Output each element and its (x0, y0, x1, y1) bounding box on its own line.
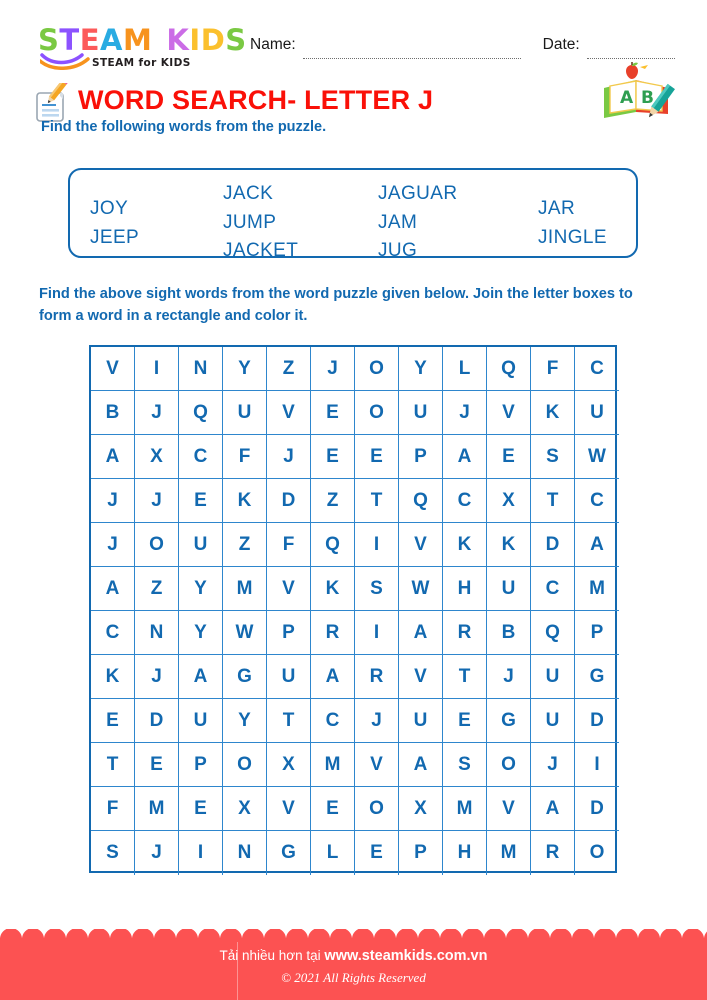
brand-letter-9: S (225, 23, 247, 57)
grid-cell-r5-c12[interactable]: A (575, 523, 619, 567)
grid-cell-r12-c10[interactable]: M (487, 831, 531, 875)
grid-cell-r12-c3[interactable]: I (179, 831, 223, 875)
grid-cell-r11-c7[interactable]: O (355, 787, 399, 831)
word-bank-word: JAR (538, 198, 576, 219)
grid-cell-r11-c8[interactable]: X (399, 787, 443, 831)
grid-cell-r5-c11[interactable]: D (531, 523, 575, 567)
footer-url[interactable]: www.steamkids.com.vn (324, 948, 488, 964)
grid-cell-r7-c10[interactable]: B (487, 611, 531, 655)
brand-letter-7: I (189, 23, 201, 57)
grid-cell-r3-c9[interactable]: A (443, 435, 487, 479)
book-letter-b: B (641, 88, 654, 108)
grid-cell-r4-c11[interactable]: T (531, 479, 575, 523)
grid-cell-r9-c6[interactable]: C (311, 699, 355, 743)
grid-cell-r4-c12[interactable]: C (575, 479, 619, 523)
grid-cell-r9-c4[interactable]: Y (223, 699, 267, 743)
grid-cell-r12-c9[interactable]: H (443, 831, 487, 875)
grid-cell-r1-c7[interactable]: O (355, 347, 399, 391)
book-letter-a: A (620, 88, 634, 108)
grid-cell-r7-c11[interactable]: Q (531, 611, 575, 655)
footer-scallop-edge (0, 929, 707, 940)
grid-cell-r2-c6[interactable]: E (311, 391, 355, 435)
grid-cell-r12-c5[interactable]: G (267, 831, 311, 875)
grid-cell-r6-c10[interactable]: U (487, 567, 531, 611)
grid-cell-r9-c5[interactable]: T (267, 699, 311, 743)
grid-cell-r8-c12[interactable]: G (575, 655, 619, 699)
grid-cell-r4-c2[interactable]: J (135, 479, 179, 523)
grid-cell-r11-c5[interactable]: V (267, 787, 311, 831)
grid-cell-r3-c7[interactable]: E (355, 435, 399, 479)
grid-cell-r4-c10[interactable]: X (487, 479, 531, 523)
grid-cell-r1-c9[interactable]: L (443, 347, 487, 391)
brand-logo (38, 23, 247, 69)
grid-cell-r5-c8[interactable]: V (399, 523, 443, 567)
grid-cell-r5-c7[interactable]: I (355, 523, 399, 567)
grid-cell-r5-c6[interactable]: Q (311, 523, 355, 567)
grid-cell-r8-c1[interactable]: K (91, 655, 135, 699)
grid-cell-r3-c12[interactable]: W (575, 435, 619, 479)
grid-cell-r11-c11[interactable]: A (531, 787, 575, 831)
grid-cell-r1-c4[interactable]: Y (223, 347, 267, 391)
page-title: WORD SEARCH- LETTER J (78, 85, 434, 115)
grid-cell-r10-c8[interactable]: A (399, 743, 443, 787)
grid-cell-r8-c10[interactable]: J (487, 655, 531, 699)
grid-cell-r10-c1[interactable]: T (91, 743, 135, 787)
grid-cell-r6-c9[interactable]: H (443, 567, 487, 611)
grid-cell-r4-c8[interactable]: Q (399, 479, 443, 523)
footer-website-line (0, 948, 707, 964)
grid-cell-r7-c9[interactable]: R (443, 611, 487, 655)
grid-cell-r2-c11[interactable]: K (531, 391, 575, 435)
grid-cell-r1-c10[interactable]: Q (487, 347, 531, 391)
grid-cell-r11-c6[interactable]: E (311, 787, 355, 831)
grid-cell-r8-c8[interactable]: V (399, 655, 443, 699)
grid-cell-r9-c1[interactable]: E (91, 699, 135, 743)
footer-copyright: © 2021 All Rights Reserved (281, 970, 426, 985)
grid-cell-r10-c4[interactable]: O (223, 743, 267, 787)
grid-cell-r4-c3[interactable]: E (179, 479, 223, 523)
grid-cell-r7-c6[interactable]: R (311, 611, 355, 655)
grid-cell-r11-c1[interactable]: F (91, 787, 135, 831)
grid-cell-r6-c12[interactable]: M (575, 567, 619, 611)
grid-cell-r2-c8[interactable]: U (399, 391, 443, 435)
grid-cell-r5-c2[interactable]: O (135, 523, 179, 567)
grid-cell-r4-c6[interactable]: Z (311, 479, 355, 523)
grid-cell-r6-c8[interactable]: W (399, 567, 443, 611)
grid-cell-r8-c5[interactable]: U (267, 655, 311, 699)
brand-letter-8: D (200, 23, 226, 57)
grid-cell-r7-c12[interactable]: P (575, 611, 619, 655)
grid-cell-r9-c10[interactable]: G (487, 699, 531, 743)
page-subtitle: Find the following words from the puzzle. (41, 119, 327, 135)
grid-cell-r1-c3[interactable]: N (179, 347, 223, 391)
grid-cell-r3-c2[interactable]: X (135, 435, 179, 479)
grid-cell-r9-c2[interactable]: D (135, 699, 179, 743)
grid-cell-r7-c5[interactable]: P (267, 611, 311, 655)
word-bank-word: JUMP (223, 211, 277, 233)
grid-cell-r2-c4[interactable]: U (223, 391, 267, 435)
grid-cell-r2-c7[interactable]: O (355, 391, 399, 435)
brand-letter-0: S (38, 23, 60, 57)
grid-cell-r6-c4[interactable]: M (223, 567, 267, 611)
word-search-grid[interactable] (89, 345, 617, 873)
word-bank-word: JACKET (223, 240, 299, 261)
grid-cell-r4-c7[interactable]: T (355, 479, 399, 523)
grid-cell-r2-c3[interactable]: Q (179, 391, 223, 435)
word-bank-word: JUG (378, 240, 418, 261)
book-abc-icon (600, 62, 678, 124)
grid-cell-r6-c5[interactable]: V (267, 567, 311, 611)
instructions-text: Find the above sight words from the word puzzle given below. Join the letter boxes to form a word in a rectangle and color it. (39, 286, 633, 324)
grid-cell-r3-c1[interactable]: A (91, 435, 135, 479)
brand-tagline: STEAM for KIDS (92, 57, 191, 69)
grid-cell-r8-c3[interactable]: A (179, 655, 223, 699)
brand-letter-3: A (100, 23, 123, 57)
word-bank-word: JEEP (90, 226, 140, 248)
grid-cell-r3-c10[interactable]: E (487, 435, 531, 479)
grid-cell-r1-c11[interactable]: F (531, 347, 575, 391)
grid-cell-r7-c4[interactable]: W (223, 611, 267, 655)
grid-cell-r1-c8[interactable]: Y (399, 347, 443, 391)
word-bank-column-1 (90, 195, 139, 252)
grid-cell-r11-c3[interactable]: E (179, 787, 223, 831)
word-bank-column-3 (378, 180, 457, 266)
grid-cell-r5-c4[interactable]: Z (223, 523, 267, 567)
grid-cell-r3-c11[interactable]: S (531, 435, 575, 479)
grid-cell-r12-c1[interactable]: S (91, 831, 135, 875)
grid-cell-r11-c10[interactable]: V (487, 787, 531, 831)
grid-cell-r8-c11[interactable]: U (531, 655, 575, 699)
logo-swoosh-icon (40, 52, 92, 70)
word-bank-column-4 (538, 195, 607, 252)
name-input[interactable] (303, 57, 521, 59)
grid-cell-r10-c5[interactable]: X (267, 743, 311, 787)
grid-cell-r3-c8[interactable]: P (399, 435, 443, 479)
grid-cell-r3-c4[interactable]: F (223, 435, 267, 479)
grid-cell-r1-c1[interactable]: V (91, 347, 135, 391)
grid-cell-r2-c9[interactable]: J (443, 391, 487, 435)
grid-cell-r8-c7[interactable]: R (355, 655, 399, 699)
word-bank-word: JINGLE (538, 226, 607, 248)
grid-cell-r6-c3[interactable]: Y (179, 567, 223, 611)
grid-cell-r2-c5[interactable]: V (267, 391, 311, 435)
grid-cell-r4-c4[interactable]: K (223, 479, 267, 523)
grid-cell-r8-c9[interactable]: T (443, 655, 487, 699)
grid-cell-r3-c6[interactable]: E (311, 435, 355, 479)
grid-cell-r11-c2[interactable]: M (135, 787, 179, 831)
brand-letter-6: K (166, 23, 190, 57)
grid-cell-r1-c12[interactable]: C (575, 347, 619, 391)
grid-cell-r10-c6[interactable]: M (311, 743, 355, 787)
grid-cell-r1-c2[interactable]: I (135, 347, 179, 391)
grid-cell-r7-c3[interactable]: Y (179, 611, 223, 655)
grid-cell-r7-c7[interactable]: I (355, 611, 399, 655)
grid-cell-r4-c1[interactable]: J (91, 479, 135, 523)
word-bank-word: JOY (90, 198, 129, 219)
grid-cell-r12-c8[interactable]: P (399, 831, 443, 875)
footer-prefix: Tải nhiều hơn tại (219, 948, 325, 963)
grid-cell-r2-c10[interactable]: V (487, 391, 531, 435)
grid-cell-r8-c4[interactable]: G (223, 655, 267, 699)
grid-cell-r2-c12[interactable]: U (575, 391, 619, 435)
grid-cell-r10-c11[interactable]: J (531, 743, 575, 787)
grid-cell-r6-c11[interactable]: C (531, 567, 575, 611)
grid-cell-r12-c6[interactable]: L (311, 831, 355, 875)
grid-cell-r12-c7[interactable]: E (355, 831, 399, 875)
grid-cell-r5-c1[interactable]: J (91, 523, 135, 567)
grid-cell-r4-c9[interactable]: C (443, 479, 487, 523)
grid-cell-r7-c2[interactable]: N (135, 611, 179, 655)
grid-cell-r10-c3[interactable]: P (179, 743, 223, 787)
grid-cell-r4-c5[interactable]: D (267, 479, 311, 523)
grid-cell-r5-c9[interactable]: K (443, 523, 487, 567)
brand-letter-4: M (122, 23, 153, 57)
grid-cell-r12-c2[interactable]: J (135, 831, 179, 875)
name-date-row (250, 36, 680, 62)
grid-cell-r6-c2[interactable]: Z (135, 567, 179, 611)
grid-cell-r10-c7[interactable]: V (355, 743, 399, 787)
grid-cell-r10-c12[interactable]: I (575, 743, 619, 787)
grid-cell-r10-c10[interactable]: O (487, 743, 531, 787)
word-bank-word: JAGUAR (378, 183, 458, 204)
grid-cell-r8-c6[interactable]: A (311, 655, 355, 699)
word-bank-column-2 (223, 180, 298, 266)
grid-cell-r10-c2[interactable]: E (135, 743, 179, 787)
grid-cell-r12-c12[interactable]: O (589, 842, 605, 863)
grid-cell-r2-c1[interactable]: B (91, 391, 135, 435)
name-label: Name: (250, 36, 296, 53)
brand-wordmark (38, 23, 247, 57)
grid-cell-r1-c6[interactable]: J (311, 347, 355, 391)
grid-cell-r11-c4[interactable]: X (223, 787, 267, 831)
grid-cell-r5-c10[interactable]: K (487, 523, 531, 567)
grid-cell-r9-c8[interactable]: U (399, 699, 443, 743)
grid-cell-r3-c3[interactable]: C (179, 435, 223, 479)
date-label: Date: (542, 36, 580, 53)
grid-cell-r7-c8[interactable]: A (399, 611, 443, 655)
date-input[interactable] (587, 57, 675, 59)
word-bank-box (68, 168, 638, 261)
brand-letter-2: E (79, 23, 100, 57)
grid-cell-r2-c2[interactable]: J (135, 391, 179, 435)
grid-cell-r11-c9[interactable]: M (443, 787, 487, 831)
grid-cell-r8-c2[interactable]: J (135, 655, 179, 699)
grid-cell-r7-c1[interactable]: C (91, 611, 135, 655)
grid-cell-r9-c3[interactable]: U (179, 699, 223, 743)
grid-cell-r6-c6[interactable]: K (311, 567, 355, 611)
brand-letter-5 (152, 23, 166, 57)
grid-cell-r11-c12[interactable]: D (575, 787, 619, 831)
grid-cell-r10-c9[interactable]: S (443, 743, 487, 787)
brand-letter-1: T (59, 23, 80, 57)
grid-cell-r6-c1[interactable]: A (91, 567, 135, 611)
grid-cell-r9-c12[interactable]: D (575, 699, 619, 743)
grid-cell-r6-c7[interactable]: S (355, 567, 399, 611)
footer-band (0, 938, 707, 1000)
grid-cell-r9-c7[interactable]: J (355, 699, 399, 743)
grid-cell-r1-c5[interactable]: Z (267, 347, 311, 391)
grid-cell-r5-c5[interactable]: F (267, 523, 311, 567)
grid-cell-r5-c3[interactable]: U (179, 523, 223, 567)
grid-cell-r9-c11[interactable]: U (531, 699, 575, 743)
grid-cell-r12-c11[interactable]: R (531, 831, 575, 875)
word-bank-word: JAM (378, 211, 418, 233)
word-bank-word: JACK (223, 183, 274, 204)
grid-cell-r12-c4[interactable]: N (223, 831, 267, 875)
grid-cell-r3-c5[interactable]: J (267, 435, 311, 479)
grid-cell-r9-c9[interactable]: E (443, 699, 487, 743)
